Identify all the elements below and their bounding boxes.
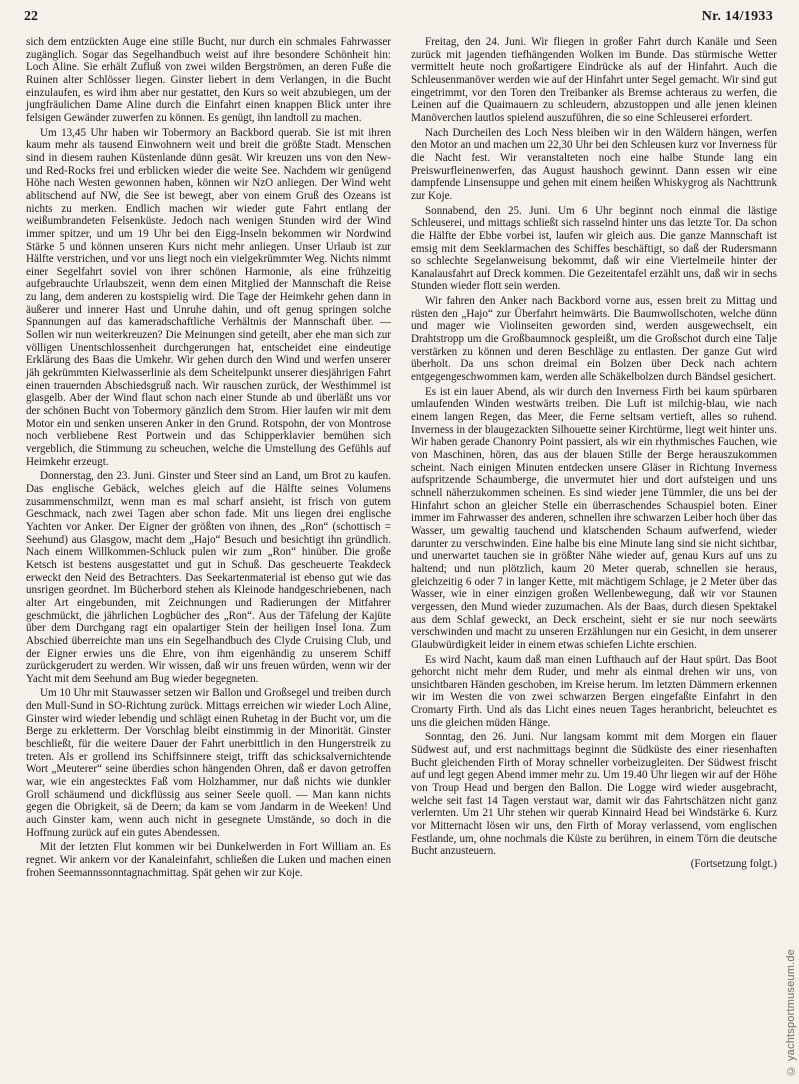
paragraph: Freitag, den 24. Juni. Wir fliegen in großer Fahrt durch Kanäle und Seen zurück mit jagenden tiefhängenden Wolken im Bunde. Das stürmische Wetter vermittelt heute noch großartigere Eindrücke als auf der Hinfahrt. Auch die Schleusenmanöver werden wie auf der Hinfahrt unter Segel gemacht. Wir sind gut eingetrimmt, vor den Toren den Treibanker als Bremse achteraus zu werfen, die Leinen auf die Quaimauern zu schleudern, abzustoppen und alle jenen kleinen Manöverchen lautlos spielend auszuführen, die so eine Schleuserei erfordert. xyxy=(411,36,777,124)
paragraph: Um 10 Uhr mit Stauwasser setzen wir Ballon und Großsegel und treiben durch den Mull-Sund in SO-Richtung zurück. Mittags erreichen wir wieder Loch Aline, Ginster wird wieder lebendig und schlägt einen Ruhetag in der Bucht vor, um die Berge zu erkletterm. Der Vorschlag bleibt einstimmig in der Minorität. Ginster beschließt, für die weitere Dauer der Fahrt unerbittlich in den Hungerstreik zu treten. Als er grollend ins Schiffsinnere steigt, trifft das schicksalvernichtende Wort „Meuterer“ seine überdies schon hängenden Ohren, daß er davon getroffen war, wie ein angestecktes Faß vom Holzhammer, nur daß nichts wie dunkler Groll schäumend und dickflüssig aus seiner Seele quoll. — Man kann nichts gegen die Obrigkeit, sä de Deern; da kam se vom Jandarm in de Weeken! Und auch Ginster kam, wenn auch nicht in gesegnete Umstände, so doch in die Hoffnung zurück auf ein gutes Abendessen. xyxy=(26,687,391,839)
paragraph: Es ist ein lauer Abend, als wir durch den Inverness Firth bei kaum spürbaren umlaufenden Winden westwärts treiben. Die Luft ist milchig-blau, wie nach einem langen Regen, das Meer, die Ferne seltsam vertieft, alles so ruhend. Inverness in der blaugezackten Silhouette seiner Kirchtürme, liegt weit hinter uns. Wir haben gerade Chanonry Point passiert, als wir ein rhythmisches Fauchen, wie von Maschinen, hören, das aus der blauen Stille der Berge herauszukommen scheint. Nach einigen Minuten entdecken unsere Gläser in Richtung Inverness aufspritzende Schaumberge, die unvermutet hier und dort aufsteigen und uns schnell näherzukommen scheinen. Es sind wieder jene Tümmler, die uns bei der Hinfahrt schon an gleicher Stelle ein überraschendes Schauspiel boten. Einer immer im Fahrwasser des anderen, schnellen ihre schwarzen Leiber hoch über das Wasser, um gewaltig tauchend und klatschenden Schaum aufwerfend, wieder darunter zu verschwinden. Eine halbe bis eine Minute lang sind sie nicht sichtbar, und unerwartet tauchen sie in größter Nähe wieder auf, genau Kurs auf uns zu haltend; und nun plötzlich, kaum 20 Meter querab, schnellen sie heraus, gleichzeitig 6 oder 7 in langer Kette, mit mächtigem Schlage, je 2 Meter über das Wasser, wie in einer einzigen großen Wellenbewegung, daß wir vor Staunen vergessen, den Mund wieder zuzumachen. Als der Baas, durch diesen Spektakel aus dem Schlaf geweckt, an Deck erscheint, sieht er sie nur noch seewärts verschwinden und macht zu unseren Erzählungen nur ein Gesicht, in dem unserer Glaubwürdigkeit leider in einem etwas schiefen Lichte erschien. xyxy=(411,385,777,651)
paragraph: sich dem entzückten Auge eine stille Bucht, nur durch ein schmales Fahrwasser zugänglich. Sogar das Segelhandbuch weist auf ihre besondere Schönheit hin: Loch Aline. Sie erhält Zufluß von zwei wilden Bergströmen, an deren Fuße die Ruinen alter Schlösser liegen. Ginster liebert in dem Verlangen, in die Bucht einzulaufen, es wird ihm aber nur gestattet, den Kurs so weit abzubiegen, um der jungfräulichen Dame Aline durch die Einfahrt einen knappen Blick unter ihre felsigen Gewänder zuwerfen zu können. Es genügt, ihn landtoll zu machen. xyxy=(26,36,391,124)
paragraph: Mit der letzten Flut kommen wir bei Dunkelwerden in Fort William an. Es regnet. Wir ankern vor der Kanaleinfahrt, schließen die Luken und machen einen frohen Seemannssonntagnachmittag. Spät gehen wir zur Koje. xyxy=(26,841,391,879)
page-number: 22 xyxy=(24,9,38,24)
right-column xyxy=(411,36,777,871)
paragraph: Donnerstag, den 23. Juni. Ginster und Steer sind an Land, um Brot zu kaufen. Das englische Gebäck, welches gleich auf die Hälfte seines Volumens zusammenschmilzt, wenn man es mal scharf ansieht, ist frisch von gutem Geschmack, nach zwei Tagen aber schon fade. Mit uns liegen drei englische Yachten vor Anker. Der Eigner der größten von ihnen, des „Ron“ (schottisch = Seehund) aus Glasgow, macht dem „Hajo“ Besuch und besichtigt ihn gründlich. Nach einem Willkommen-Schluck pulen wir zum „Ron“ hinüber. Die große Ketsch ist bestens ausgestattet und gut in Schuß. Das gescheuerte Teakdeck erweckt den Neid des Betrachters. Das Seekartenmaterial ist ebenso gut wie das unsrigen geordnet. Im Bücherbord stehen als Kleinode handgeschriebenen, nach alter Art eingebunden, mit Zeichnungen und Radierungen der Mitfahrer geschmückt, die jährlichen Logbücher des „Ron“. Aus der Täfelung der Kajüte über dem Durchgang ragt ein opalartiger Stein der heiligen Insel Iona. Zum Abschied überreichte man uns ein Segelhandbuch des Clyde Cruising Club, und der Eigner erwies uns die Ehre, von ihm eigenhändig zu unserem Schiff zurückgerudert zu werden. Wir wissen, daß wir uns freuen würden, wenn wir der Yacht mit dem Seehund am Bug wieder begegneten. xyxy=(26,470,391,685)
left-column xyxy=(26,36,391,879)
page-header xyxy=(24,9,773,29)
issue-number: Nr. 14/1933 xyxy=(701,9,773,24)
paragraph: Nach Durcheilen des Loch Ness bleiben wir in den Wäldern hängen, werfen den Motor an und machen um 22,30 Uhr bei den Schleusen kurz vor Inverness für die Nacht fest. Wir veranstalteten noch eine halbe Stunde lang ein Preiswurfleinenwerfen, das August haushoch gewinnt. Dann essen wir eine dampfende Linsensuppe und gehen mit einem heißen Whiskygrog als Nachttrunk zur Koje. xyxy=(411,126,777,202)
paragraph: Sonntag, den 26. Juni. Nur langsam kommt mit dem Morgen ein flauer Südwest auf, und erst nachmittags beginnt die Südküste des einer riesenhaften Bucht gleichenden Firth of Moray schneller vorbeizugleiten. Der Südwest frischt auf und legt gegen Abend immer mehr zu. Um 19.40 Uhr liegen wir auf der Höhe von Troup Head und bergen den Ballon. Die Logge wird wieder ausgebracht, welche seit fast 14 Tagen verstaut war, damit wir das Fahrtschätzen nicht ganz verlernten. Um 21 Uhr stehen wir querab Kinnaird Head bei Windstärke 6. Kurz vor Mitternacht lösen wir uns, den Firth of Moray verlassend, vom englischen Festlande, um, ohne nochmals die Küste zu berühren, in einem Törn die deutsche Bucht anzusteuern. xyxy=(411,731,777,858)
paragraph: Um 13,45 Uhr haben wir Tobermory an Backbord querab. Sie ist mit ihren kaum mehr als tausend Einwohnern weit und breit die größte Stadt. Menschen sind in diesem rauhen Küstenlande dünn gesät. Wir kreuzen uns von den New- und Red-Rocks frei und erblicken wieder die weite See. Nachdem wir genügend Höhe nach Westen gewonnen haben, können wir NzO anliegen. Der Wind weht ablitschend auf NW, die See ist bewegt, aber von einem Gruß des Ozeans ist nichts zu merken. Endlich machen wir wieder gute Fahrt entlang der weißumbrandeten Felsenküste. Jedoch nach wenigen Stunden wird der Wind immer spitzer, und um 19 Uhr bei den Eigg-Inseln bekommen wir Nordwind Stärke 5 und können unseren Kurs nicht mehr anliegen. Unser Urlaub ist zur Hälfte verstrichen, und vor uns liegt noch ein vielgekrümmter Weg. Nichts nimmt einer Segelfahrt soviel von ihrer schönen Harmonie, als eine frühzeitig aufgebrauchte Urlaubszeit, wenn dem einen Mitglied der Mannschaft die Reise zu lang, dem anderen zu kostspielig wird. Die Tage der Heimkehr gehen dann in äußerer und innerer Hast und Unruhe dahin, und oft genug springen solche Spannungen auf das kameradschaftliche Verhältnis der Mannschaft über. — Sollen wir nun weiterkreuzen? Die Meinungen sind geteilt, aber ehe man sich zur völligen Unentschlossenheit durchgerungen hat, entscheidet eine eindeutige Erklärung des Baas die Umkehr. Wir gehen durch den Wind und werfen unserer jäh gekrümmten Kielwasserlinie als dem Scheitelpunkt unserer diesjährigen Fahrt einen trauernden Abschiedsgruß nach. Wir rauschen zurück, der Westhimmel ist glasgelb. Aber der Wind flaut schon nach einer Stunde ab und überläßt uns vor der schönen Bucht von Tobermory gänzlich dem Strom. Hier laufen wir mit dem Motor ein und senken unseren Anker in den Grund. Rotspohn, der von Montrose noch verbliebene Rest Portwein und das Schipperklavier bemühen sich vergeblich, die Stimmung zu scheuchen, welche die Umstellung des Gefühls auf Heimkehr erzeugt. xyxy=(26,126,391,468)
paragraph: Sonnabend, den 25. Juni. Um 6 Uhr beginnt noch einmal die lästige Schleuserei, und mittags schließt sich rasselnd hinter uns das letzte Tor. Da schon die Hälfte der Ebbe vorbei ist, laufen wir gleich aus. Die ganze Mannschaft ist emsig mit dem Seeklarmachen des Schiffes beschäftigt, so daß der Rudersmann so schlechte Segelanweisung bekommt, daß wir eine Viertelmeile hinter der Kanalausfahrt auf Dreck kommen. Die Gezeitentafel erzählt uns, daß wir in sechs Stunden wieder flott sein werden. xyxy=(411,204,777,293)
to-be-continued: (Fortsetzung folgt.) xyxy=(690,858,777,870)
paragraph: Es wird Nacht, kaum daß man einen Lufthauch auf der Haut spürt. Das Boot gehorcht nicht mehr dem Ruder, und mehr als einmal drehen wir uns, von unsichtbaren Händen geschoben, im Kreise herum. Im letzten Dämmern erkennen wir im Westen die von zwei schwarzen Bergen eingefaßte Einfahrt in den Cromarty Firth. Und als das Licht eines neuen Tages heranbricht, beleuchtet es uns die gleichen müden Hänge. xyxy=(411,653,777,729)
watermark: © yachtsportmuseum.de xyxy=(785,948,797,1076)
paragraph: Wir fahren den Anker nach Backbord vorne aus, essen breit zu Mittag und rüsten den „Hajo“ zur Überfahrt heimwärts. Die Baumwollschoten, welche dünn und mager wie Violinseiten geworden sind, werden ausgewechselt, ein Drahtstropp um die Großbaumnock gespleißt, um die Großschot durch eine Talje verstärken zu können und deren Beschläge zu entlasten. Der ganze Gut wird überholt. Da uns schon dreimal ein Bolzen über Deck nach achtern entgegengeschwommen kam, werden alle Schäkelbolzen durch Bändsel gesichert. xyxy=(411,295,777,384)
